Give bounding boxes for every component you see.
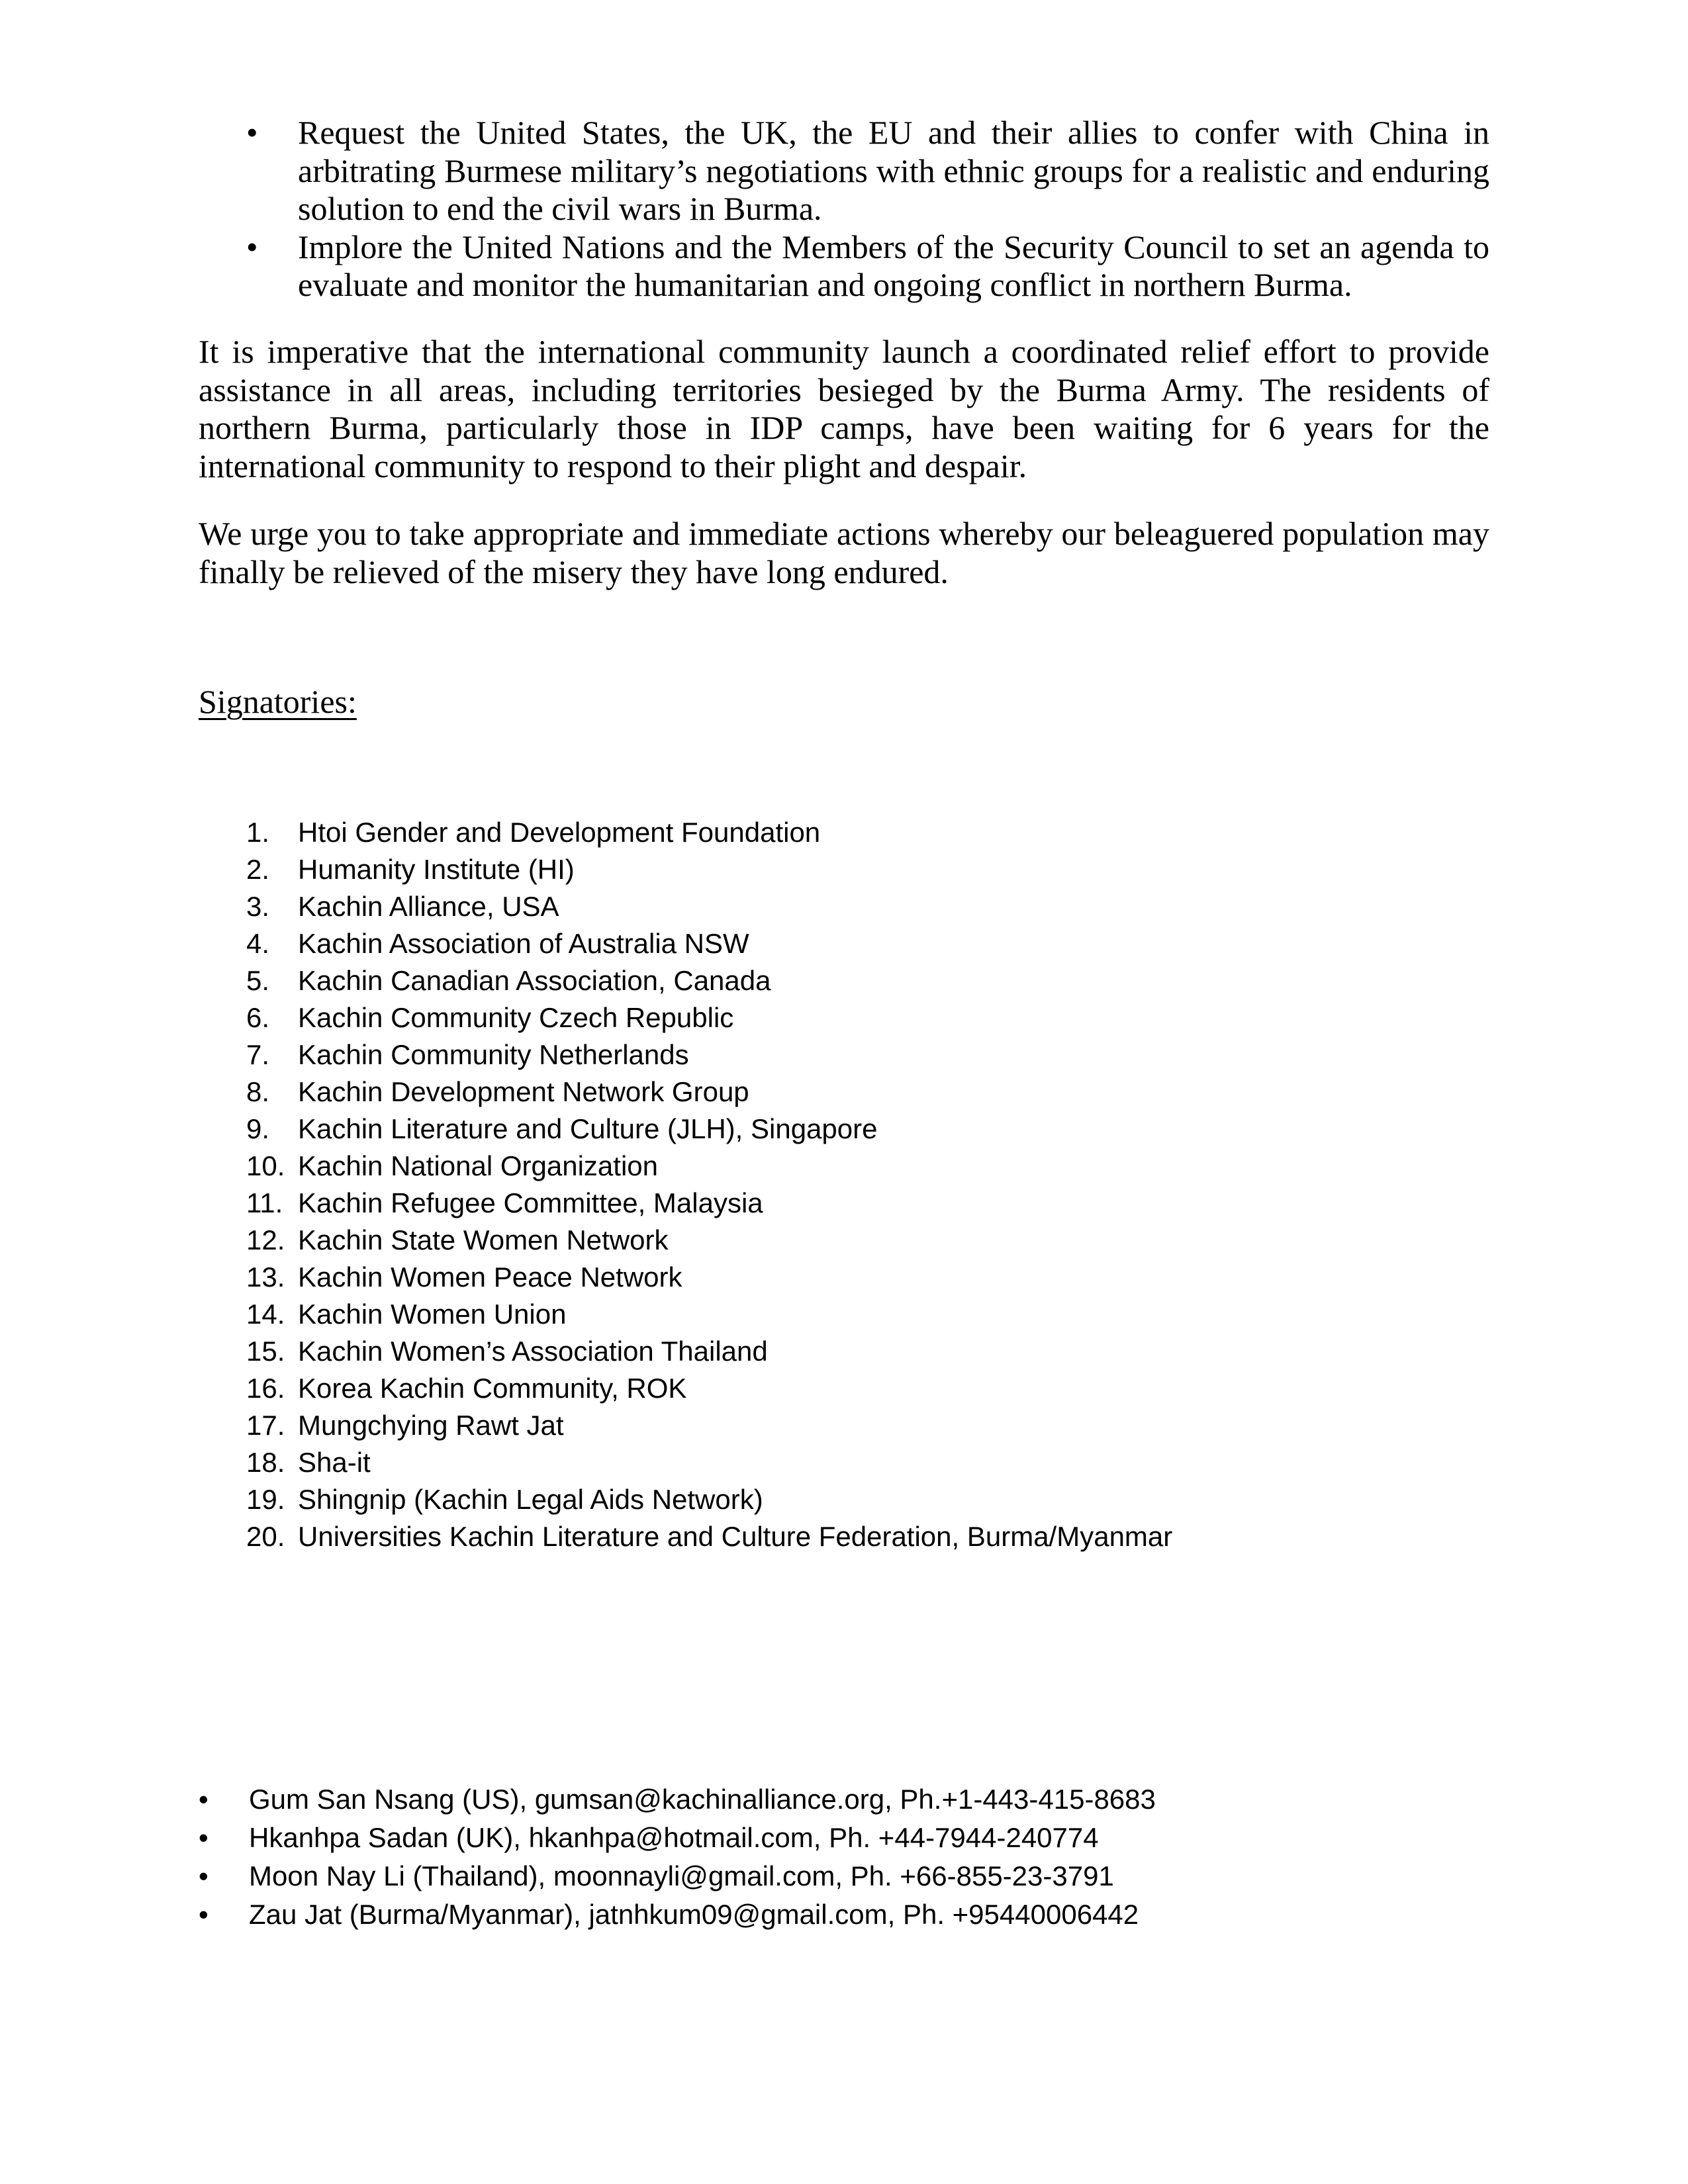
signatory-name: Korea Kachin Community, ROK <box>298 1373 687 1404</box>
signatory-name: Humanity Institute (HI) <box>298 854 575 885</box>
contact-text: Hkanhpa Sadan (UK), hkanhpa@hotmail.com, Ph. +44-7944-240774 <box>249 1822 1099 1853</box>
signatory-item <box>199 1148 1390 1185</box>
bullet-icon: • <box>246 114 258 151</box>
signatory-number: 19. <box>246 1484 285 1515</box>
signatory-item <box>199 888 1390 925</box>
signatory-name: Mungchying Rawt Jat <box>298 1410 564 1441</box>
body-paragraph: It is imperative that the international community launch a coordinated relief effort to provide assistance in all areas, including territories besieged by the Burma Army. The residents of northern Burma, particularly those in IDP camps, have been waiting for 6 years for the international community to respond to their plight and despair. <box>199 333 1489 484</box>
signatory-name: Kachin Alliance, USA <box>298 891 559 922</box>
bullet-icon: • <box>199 1784 209 1815</box>
signatory-name: Kachin Women’s Association Thailand <box>298 1336 768 1367</box>
signatory-number: 2. <box>246 854 270 885</box>
bullet-icon: • <box>199 1860 209 1891</box>
signatory-item <box>199 1296 1390 1333</box>
signatory-number: 4. <box>246 928 270 959</box>
contact-item <box>199 1819 1456 1857</box>
body-paragraph: We urge you to take appropriate and immediate actions whereby our beleaguered population may finally be relieved of the misery they have long endured. <box>199 515 1489 590</box>
signatory-name: Kachin Community Netherlands <box>298 1039 689 1070</box>
contact-item <box>199 1895 1456 1934</box>
signatory-number: 9. <box>246 1113 270 1144</box>
signatory-name: Kachin Literature and Culture (JLH), Singapore <box>298 1113 878 1144</box>
signatory-name: Kachin Women Union <box>298 1298 567 1330</box>
signatory-name: Kachin Canadian Association, Canada <box>298 965 771 996</box>
signatory-item <box>199 1407 1390 1444</box>
signatory-number: 10. <box>246 1150 285 1181</box>
request-bullet-item <box>199 114 1489 228</box>
bullet-icon: • <box>246 228 258 265</box>
signatory-name: Kachin Community Czech Republic <box>298 1002 734 1033</box>
request-bullet-text: Implore the United Nations and the Members of the Security Council to set an agenda to evaluate and monitor the humanitarian and ongoing conflict in northern Burma. <box>298 228 1489 303</box>
signatory-list <box>199 814 1390 1555</box>
bullet-icon: • <box>199 1822 209 1853</box>
signatory-number: 5. <box>246 965 270 996</box>
signatory-number: 13. <box>246 1261 285 1293</box>
contact-text: Moon Nay Li (Thailand), moonnayli@gmail.com, Ph. +66-855-23-3791 <box>249 1860 1114 1891</box>
signatory-name: Kachin National Organization <box>298 1150 658 1181</box>
signatory-number: 16. <box>246 1373 285 1404</box>
signatory-name: Kachin State Women Network <box>298 1224 669 1255</box>
signatory-item <box>199 925 1390 962</box>
signatory-item <box>199 1222 1390 1259</box>
signatory-item <box>199 851 1390 888</box>
signatory-name: Kachin Women Peace Network <box>298 1261 682 1293</box>
signatory-number: 6. <box>246 1002 270 1033</box>
signatory-name: Kachin Refugee Committee, Malaysia <box>298 1187 763 1218</box>
signatory-item <box>199 1259 1390 1296</box>
signatory-number: 18. <box>246 1447 285 1478</box>
bullet-icon: • <box>199 1899 209 1930</box>
request-bullet-text: Request the United States, the UK, the EU and their allies to confer with China in arbitrating Burmese military’s negotiations with ethnic groups for a realistic and enduring solution to end the civil wars in Burma. <box>298 114 1489 227</box>
signatory-name: Shingnip (Kachin Legal Aids Network) <box>298 1484 763 1515</box>
signatory-number: 20. <box>246 1521 285 1552</box>
signatory-number: 3. <box>246 891 270 922</box>
signatory-item <box>199 1370 1390 1407</box>
signatory-name: Kachin Association of Australia NSW <box>298 928 749 959</box>
signatory-item <box>199 1333 1390 1370</box>
contact-text: Zau Jat (Burma/Myanmar), jatnhkum09@gmail.com, Ph. +95440006442 <box>249 1899 1139 1930</box>
request-bullet-list <box>199 114 1489 304</box>
signatory-item <box>199 814 1390 851</box>
contact-text: Gum San Nsang (US), gumsan@kachinalliance.org, Ph.+1-443-415-8683 <box>249 1784 1156 1815</box>
signatory-number: 8. <box>246 1076 270 1107</box>
signatory-number: 17. <box>246 1410 285 1441</box>
contact-list <box>199 1780 1456 1934</box>
signatory-name: Sha-it <box>298 1447 371 1478</box>
contact-item <box>199 1780 1456 1819</box>
signatory-item <box>199 1444 1390 1481</box>
signatory-item <box>199 1073 1390 1111</box>
contact-item <box>199 1857 1456 1895</box>
signatory-number: 14. <box>246 1298 285 1330</box>
signatory-number: 15. <box>246 1336 285 1367</box>
signatory-item <box>199 1111 1390 1148</box>
signatory-name: Universities Kachin Literature and Culture Federation, Burma/Myanmar <box>298 1521 1173 1552</box>
signatory-item <box>199 1481 1390 1518</box>
signatory-name: Kachin Development Network Group <box>298 1076 749 1107</box>
signatory-item <box>199 962 1390 999</box>
signatory-number: 1. <box>246 817 270 848</box>
request-bullet-item <box>199 228 1489 304</box>
signatory-item <box>199 1036 1390 1073</box>
signatory-name: Htoi Gender and Development Foundation <box>298 817 821 848</box>
signatory-number: 12. <box>246 1224 285 1255</box>
signatory-item <box>199 999 1390 1036</box>
signatory-item <box>199 1518 1390 1555</box>
signatory-number: 7. <box>246 1039 270 1070</box>
signatories-heading: Signatories: <box>199 683 357 720</box>
signatory-number: 11. <box>246 1187 283 1218</box>
signatory-item <box>199 1185 1390 1222</box>
